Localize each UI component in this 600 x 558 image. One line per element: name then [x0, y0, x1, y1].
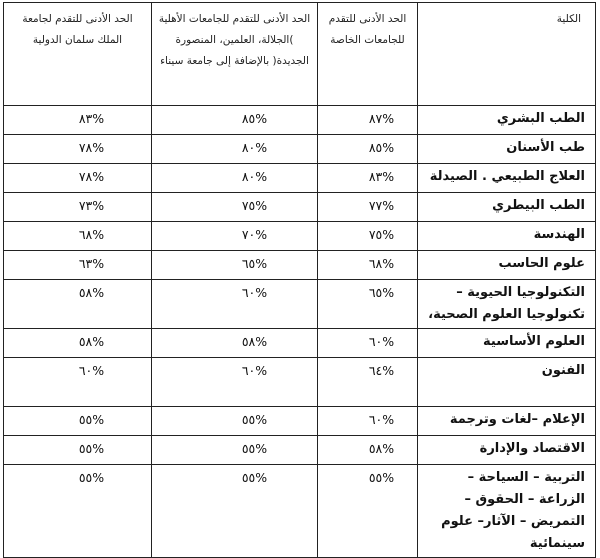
college-cell: الهندسة: [418, 222, 596, 251]
private-cell: [318, 251, 418, 280]
admission-table: [3, 2, 596, 558]
private-value: %٥٨: [368, 441, 395, 456]
national-cell: [152, 329, 318, 358]
college-cell: الطب البيطري: [418, 193, 596, 222]
national-cell: [152, 135, 318, 164]
king-salman-cell: [4, 135, 152, 164]
college-cell: علوم الحاسب: [418, 251, 596, 280]
admission-thresholds-document: [4, 2, 596, 558]
king-salman-value: %٧٨: [78, 140, 105, 155]
private-cell: [318, 465, 418, 558]
header-king-salman: الحد الأدنى للتقدم لجامعة الملك سلمان الدولية: [4, 3, 152, 106]
king-salman-value: %٦٠: [78, 363, 105, 378]
private-value: %٦٨: [368, 256, 395, 271]
private-cell: [318, 222, 418, 251]
table-row: [4, 193, 596, 222]
private-value: %٧٥: [368, 227, 395, 242]
national-value: %٥٥: [241, 441, 268, 456]
table-row: [4, 164, 596, 193]
national-cell: [152, 465, 318, 558]
king-salman-value: %٨٣: [78, 111, 105, 126]
king-salman-value: %٥٥: [78, 412, 105, 427]
national-cell: [152, 280, 318, 329]
table-row: [4, 465, 596, 558]
private-cell: [318, 280, 418, 329]
private-value: %٦٤: [368, 363, 395, 378]
private-cell: [318, 358, 418, 407]
table-row: [4, 135, 596, 164]
college-cell: الطب البشري: [418, 106, 596, 135]
national-value: %٨٠: [241, 140, 268, 155]
private-value: %٥٥: [368, 470, 395, 485]
header-row: [4, 3, 596, 106]
national-value: %٦٠: [241, 285, 268, 300]
king-salman-value: %٥٥: [78, 441, 105, 456]
college-cell: الاقتصاد والإدارة: [418, 436, 596, 465]
king-salman-cell: [4, 164, 152, 193]
king-salman-value: %٦٨: [78, 227, 105, 242]
national-value: %٥٥: [241, 470, 268, 485]
national-value: %٧٥: [241, 198, 268, 213]
king-salman-cell: [4, 280, 152, 329]
private-cell: [318, 135, 418, 164]
private-cell: [318, 164, 418, 193]
private-cell: [318, 436, 418, 465]
national-cell: [152, 222, 318, 251]
king-salman-cell: [4, 106, 152, 135]
college-cell: الإعلام –لغات وترجمة: [418, 407, 596, 436]
college-cell: العلوم الأساسية: [418, 329, 596, 358]
king-salman-value: %٥٥: [78, 470, 105, 485]
king-salman-value: %٥٨: [78, 334, 105, 349]
king-salman-value: %٦٣: [78, 256, 105, 271]
table-row: [4, 358, 596, 407]
college-cell: التربية – السياحة – الزراعة – الحقوق – التمريض – الآثار– علوم سينمائية: [418, 465, 596, 558]
national-cell: [152, 106, 318, 135]
private-value: %٧٧: [368, 198, 395, 213]
private-value: %٦٥: [368, 285, 395, 300]
college-cell: التكنولوجيا الحيوية – تكنولوجيا العلوم الصحية،: [418, 280, 596, 329]
national-cell: [152, 251, 318, 280]
national-cell: [152, 358, 318, 407]
king-salman-cell: [4, 358, 152, 407]
king-salman-cell: [4, 251, 152, 280]
national-value: %٧٠: [241, 227, 268, 242]
header-college: الكلية: [418, 3, 596, 106]
king-salman-cell: [4, 329, 152, 358]
table-row: [4, 251, 596, 280]
table-row: [4, 436, 596, 465]
king-salman-value: %٧٣: [78, 198, 105, 213]
private-value: %٦٠: [368, 412, 395, 427]
national-cell: [152, 407, 318, 436]
national-cell: [152, 436, 318, 465]
private-value: %٨٥: [368, 140, 395, 155]
private-cell: [318, 407, 418, 436]
table-row: [4, 222, 596, 251]
national-cell: [152, 164, 318, 193]
college-cell: العلاج الطبيعي . الصيدلة: [418, 164, 596, 193]
king-salman-value: %٧٨: [78, 169, 105, 184]
national-value: %٥٨: [241, 334, 268, 349]
king-salman-cell: [4, 222, 152, 251]
king-salman-value: %٥٨: [78, 285, 105, 300]
private-cell: [318, 193, 418, 222]
national-value: %٦٥: [241, 256, 268, 271]
national-value: %٨٠: [241, 169, 268, 184]
private-cell: [318, 106, 418, 135]
table-row: [4, 329, 596, 358]
national-value: %٨٥: [241, 111, 268, 126]
table-row: [4, 106, 596, 135]
table-row: [4, 280, 596, 329]
national-value: %٥٥: [241, 412, 268, 427]
private-value: %٨٧: [368, 111, 395, 126]
national-value: %٦٠: [241, 363, 268, 378]
king-salman-cell: [4, 436, 152, 465]
king-salman-cell: [4, 193, 152, 222]
national-cell: [152, 193, 318, 222]
college-cell: الفنون: [418, 358, 596, 407]
king-salman-cell: [4, 407, 152, 436]
private-cell: [318, 329, 418, 358]
table-row: [4, 407, 596, 436]
private-value: %٦٠: [368, 334, 395, 349]
header-private: الحد الأدنى للتقدم للجامعات الخاصة: [318, 3, 418, 106]
header-national: الحد الأدنى للتقدم للجامعات الأهلية )الجلالة، العلمين، المنصورة الجديدة( بالإضافة إلى جامعة سيناء: [152, 3, 318, 106]
king-salman-cell: [4, 465, 152, 558]
private-value: %٨٣: [368, 169, 395, 184]
college-cell: طب الأسنان: [418, 135, 596, 164]
